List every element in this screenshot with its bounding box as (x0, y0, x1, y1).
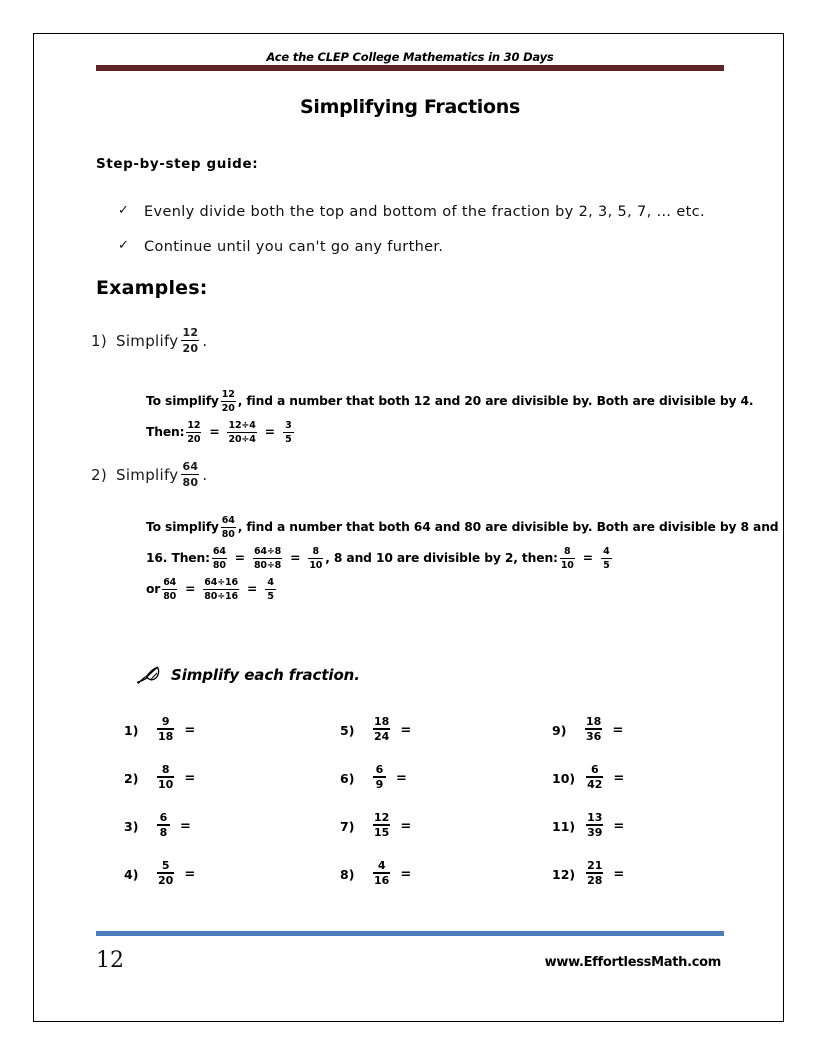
fraction-numerator: 13 (587, 810, 603, 824)
guide-bullet-item (118, 204, 718, 221)
directions-line (136, 664, 360, 686)
exercise-number: 8) (340, 866, 355, 882)
fraction-bar (283, 432, 294, 433)
directions-text: Simplify each fraction. (171, 666, 360, 684)
fraction-numerator: 12÷4 (228, 419, 256, 431)
exercise-number: 7) (340, 818, 355, 834)
fraction-denominator: 42 (587, 778, 603, 792)
solution-text: 16. Then: (146, 551, 210, 565)
solution-text: Then: (146, 425, 185, 439)
equals-sign: = (209, 425, 220, 439)
fraction-denominator: 20÷4 (228, 433, 256, 445)
fraction (157, 716, 174, 743)
fraction (221, 516, 236, 539)
pen-nib-icon (136, 664, 162, 686)
solution-text: To simplify (146, 520, 219, 534)
equals-sign: = (400, 866, 412, 882)
exercise-item[interactable] (124, 802, 305, 850)
fraction (221, 390, 236, 413)
exercise-number: 3) (124, 818, 139, 834)
fraction-denominator: 5 (285, 433, 292, 445)
fraction-bar (308, 558, 323, 559)
fraction-denominator: 36 (586, 730, 602, 744)
fraction (586, 764, 603, 791)
page-number: 12 (96, 948, 124, 973)
guide-bullet-list (118, 204, 718, 273)
fraction-denominator: 80 (212, 559, 226, 571)
fraction-bar (253, 558, 282, 559)
exercise-item[interactable] (340, 706, 514, 754)
exercise-item[interactable] (552, 802, 723, 850)
fraction-denominator: 80÷16 (204, 590, 238, 602)
example-solution-line (146, 386, 753, 417)
solution-text: , find a number that both 64 and 80 are divisible by. Both are divisible by 8 and (237, 520, 779, 534)
fraction-denominator: 24 (374, 730, 390, 744)
fraction-denominator: 80÷8 (253, 559, 282, 571)
fraction-numerator: 8 (564, 545, 571, 557)
fraction-denominator: 20 (221, 402, 235, 414)
fraction (253, 547, 282, 570)
fraction-denominator: 80 (182, 475, 199, 489)
fraction-denominator: 20 (187, 433, 201, 445)
exercise-number: 6) (340, 770, 355, 786)
fraction (586, 812, 603, 839)
fraction-numerator: 6 (375, 762, 384, 776)
equals-sign: = (184, 866, 196, 882)
fraction-denominator: 16 (374, 874, 390, 888)
example-prompt-suffix: . (202, 466, 208, 485)
equals-sign: = (612, 722, 624, 738)
fraction-denominator: 20 (182, 341, 199, 355)
fraction-numerator: 64÷16 (204, 576, 238, 588)
exercise-item[interactable] (124, 706, 305, 754)
exercise-number: 1) (124, 722, 139, 738)
fraction (203, 578, 239, 601)
fraction-numerator: 6 (159, 810, 168, 824)
fraction-bar (212, 558, 227, 559)
exercise-column (514, 706, 723, 898)
fraction-denominator: 5 (603, 559, 610, 571)
exercise-item[interactable] (340, 802, 514, 850)
fraction-numerator: 4 (603, 545, 610, 557)
fraction (373, 716, 390, 743)
fraction-bar (186, 432, 201, 433)
fraction (181, 327, 199, 354)
fraction-numerator: 9 (161, 714, 170, 728)
fraction-bar (203, 589, 239, 590)
exercise-number: 10) (552, 770, 576, 786)
fraction-denominator: 39 (587, 826, 603, 840)
fraction-numerator: 64 (221, 514, 235, 526)
exercise-grid (96, 706, 724, 898)
footer-rule (96, 931, 724, 936)
fraction (585, 716, 602, 743)
equals-sign: = (184, 770, 196, 786)
fraction-denominator: 10 (158, 778, 174, 792)
page-title: Simplifying Fractions (300, 96, 520, 118)
guide-bullet-item (118, 239, 718, 256)
equals-sign: = (396, 770, 407, 786)
exercise-number: 5) (340, 722, 355, 738)
example-solution-line (146, 574, 778, 605)
fraction-bar (227, 432, 256, 433)
equals-sign: = (613, 818, 625, 834)
fraction (373, 812, 390, 839)
example-solution-line (146, 543, 778, 574)
fraction (586, 860, 603, 887)
fraction-denominator: 10 (560, 559, 574, 571)
fraction-bar (221, 527, 236, 528)
fraction-bar (601, 558, 612, 559)
fraction-numerator: 18 (586, 714, 602, 728)
fraction (157, 764, 174, 791)
fraction (283, 421, 294, 444)
fraction (560, 547, 575, 570)
fraction-denominator: 80 (221, 528, 235, 540)
fraction (308, 547, 323, 570)
fraction-denominator: 80 (163, 590, 177, 602)
fraction-numerator: 64÷8 (253, 545, 282, 557)
exercise-item[interactable] (552, 706, 723, 754)
fraction-denominator: 28 (587, 874, 603, 888)
fraction-numerator: 21 (587, 858, 603, 872)
example-solution (146, 512, 778, 605)
solution-text: or (146, 582, 161, 596)
exercise-number: 2) (124, 770, 139, 786)
solution-text: To simplify (146, 394, 219, 408)
equals-sign: = (400, 818, 412, 834)
fraction-numerator: 6 (590, 762, 599, 776)
solution-text: , find a number that both 12 and 20 are divisible by. Both are divisible by 4. (237, 394, 754, 408)
fraction (157, 812, 170, 839)
header-rule (96, 65, 724, 71)
fraction-denominator: 9 (375, 778, 384, 792)
fraction-numerator: 12 (182, 326, 199, 339)
fraction-numerator: 64 (163, 576, 177, 588)
equals-sign: = (400, 722, 412, 738)
example-number: 2) (91, 466, 107, 485)
fraction-denominator: 10 (309, 559, 323, 571)
example-prompt (91, 328, 207, 355)
example-prompt-label: Simplify (116, 466, 179, 485)
example-prompt-suffix: . (202, 332, 208, 351)
fraction-denominator: 18 (158, 730, 174, 744)
fraction (227, 421, 256, 444)
equals-sign: = (582, 551, 593, 565)
fraction (157, 860, 174, 887)
fraction-numerator: 12 (221, 388, 235, 400)
fraction-bar (162, 589, 177, 590)
equals-sign: = (290, 551, 301, 565)
equals-sign: = (184, 722, 196, 738)
step-by-step-guide-heading: Step-by-step guide: (96, 156, 259, 172)
fraction-numerator: 12 (187, 419, 201, 431)
exercise-item[interactable] (340, 754, 514, 802)
equals-sign: = (234, 551, 245, 565)
fraction-numerator: 18 (374, 714, 390, 728)
fraction-numerator: 64 (212, 545, 226, 557)
fraction-numerator: 3 (285, 419, 292, 431)
check-icon: ✓ (118, 203, 130, 218)
example-solution-line (146, 417, 753, 448)
fraction-denominator: 8 (159, 826, 168, 840)
example-number: 1) (91, 332, 107, 351)
fraction-bar (181, 474, 199, 476)
exercise-item[interactable] (340, 850, 514, 898)
fraction-numerator: 4 (377, 858, 386, 872)
fraction-numerator: 4 (267, 576, 274, 588)
exercise-item[interactable] (124, 850, 305, 898)
exercise-number: 9) (552, 722, 567, 738)
fraction (162, 578, 177, 601)
fraction-denominator: 5 (267, 590, 274, 602)
page-sheet (33, 33, 784, 1022)
fraction (186, 421, 201, 444)
fraction-bar (560, 558, 575, 559)
exercise-number: 12) (552, 866, 576, 882)
fraction (212, 547, 227, 570)
fraction-numerator: 8 (161, 762, 170, 776)
running-header-title: Ace the CLEP College Mathematics in 30 Days (266, 50, 554, 64)
equals-sign: = (264, 425, 275, 439)
example-prompt-label: Simplify (116, 332, 179, 351)
exercise-item[interactable] (552, 850, 723, 898)
exercise-number: 11) (552, 818, 576, 834)
equals-sign: = (613, 770, 625, 786)
exercise-item[interactable] (124, 754, 305, 802)
fraction-numerator: 5 (161, 858, 170, 872)
fraction (181, 461, 199, 488)
fraction-numerator: 8 (312, 545, 319, 557)
exercise-column (96, 706, 305, 898)
example-solution (146, 386, 753, 448)
guide-bullet-text: Evenly divide both the top and bottom of the fraction by 2, 3, 5, 7, … etc. (144, 204, 705, 220)
fraction (373, 860, 390, 887)
example-solution-line (146, 512, 778, 543)
exercise-column (305, 706, 514, 898)
fraction (265, 578, 276, 601)
exercise-item[interactable] (552, 754, 723, 802)
equals-sign: = (246, 582, 258, 596)
check-icon: ✓ (118, 237, 130, 253)
equals-sign: = (180, 818, 191, 834)
guide-bullet-text: Continue until you can't go any further. (144, 238, 444, 255)
fraction (601, 547, 612, 570)
equals-sign: = (185, 582, 196, 596)
fraction-denominator: 15 (374, 826, 390, 840)
fraction-bar (265, 589, 276, 590)
footer-website: www.EffortlessMath.com (544, 955, 721, 970)
example-prompt (91, 462, 207, 489)
equals-sign: = (613, 866, 625, 882)
fraction-bar (181, 340, 199, 342)
examples-heading: Examples: (96, 277, 208, 299)
fraction-bar (221, 401, 236, 402)
fraction-denominator: 20 (158, 874, 174, 888)
exercise-number: 4) (124, 866, 139, 882)
fraction (373, 764, 386, 791)
fraction-numerator: 64 (182, 460, 199, 473)
solution-text: , 8 and 10 are divisible by 2, then: (325, 551, 558, 565)
fraction-numerator: 12 (374, 810, 390, 824)
